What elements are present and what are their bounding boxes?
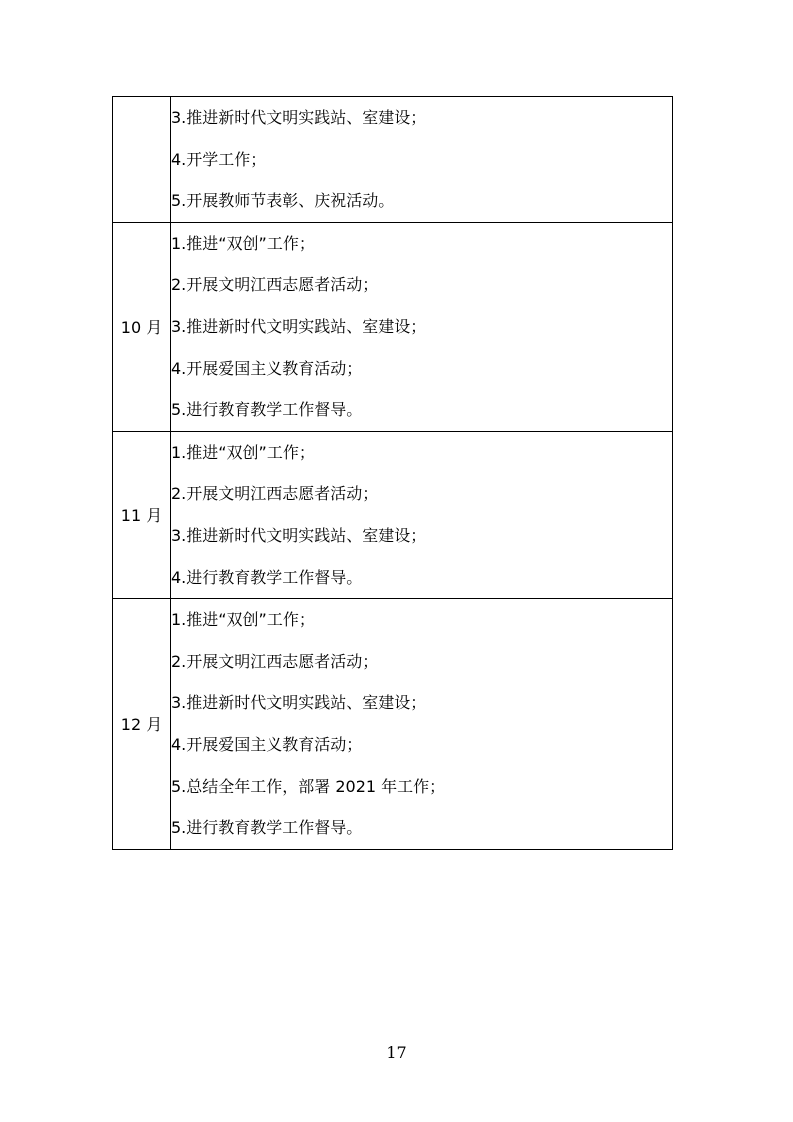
items-cell xyxy=(171,222,673,431)
month-cell: 12 月 xyxy=(113,599,171,850)
list-item: 5.开展教师节表彰、庆祝活动。 xyxy=(171,191,395,211)
list-item: 5.进行教育教学工作督导。 xyxy=(171,400,363,420)
list-item: 1.推进“双创”工作； xyxy=(171,442,315,462)
items-cell xyxy=(171,431,673,598)
items-cell xyxy=(171,599,673,850)
list-item: 5.总结全年工作，部署 2021 年工作； xyxy=(171,776,446,796)
list-item: 3.推进新时代文明实践站、室建设； xyxy=(171,108,427,127)
list-item: 4.开学工作； xyxy=(171,149,267,169)
list-item: 4.开展爱国主义教育活动； xyxy=(171,734,363,754)
list-item: 2.开展文明江西志愿者活动； xyxy=(171,484,379,504)
list-item: 4.开展爱国主义教育活动； xyxy=(171,358,363,378)
list-item: 2.开展文明江西志愿者活动； xyxy=(171,275,379,295)
list-item: 4.进行教育教学工作督导。 xyxy=(171,567,363,587)
month-cell xyxy=(113,97,171,223)
list-item: 3.推进新时代文明实践站、室建设； xyxy=(171,525,427,545)
list-item: 5.进行教育教学工作督导。 xyxy=(171,818,363,838)
month-cell: 10 月 xyxy=(113,222,171,431)
schedule-table xyxy=(112,96,673,850)
items-cell xyxy=(171,97,673,223)
table-row xyxy=(113,222,673,431)
list-item: 1.推进“双创”工作； xyxy=(171,233,315,253)
table-row xyxy=(113,431,673,598)
table-row xyxy=(113,599,673,850)
month-cell: 11 月 xyxy=(113,431,171,598)
list-item: 3.推进新时代文明实践站、室建设； xyxy=(171,693,427,713)
table-row xyxy=(113,97,673,223)
list-item: 2.开展文明江西志愿者活动； xyxy=(171,651,379,671)
list-item: 1.推进“双创”工作； xyxy=(171,610,315,630)
page-number: 17 xyxy=(386,1043,407,1062)
list-item: 3.推进新时代文明实践站、室建设； xyxy=(171,316,427,336)
